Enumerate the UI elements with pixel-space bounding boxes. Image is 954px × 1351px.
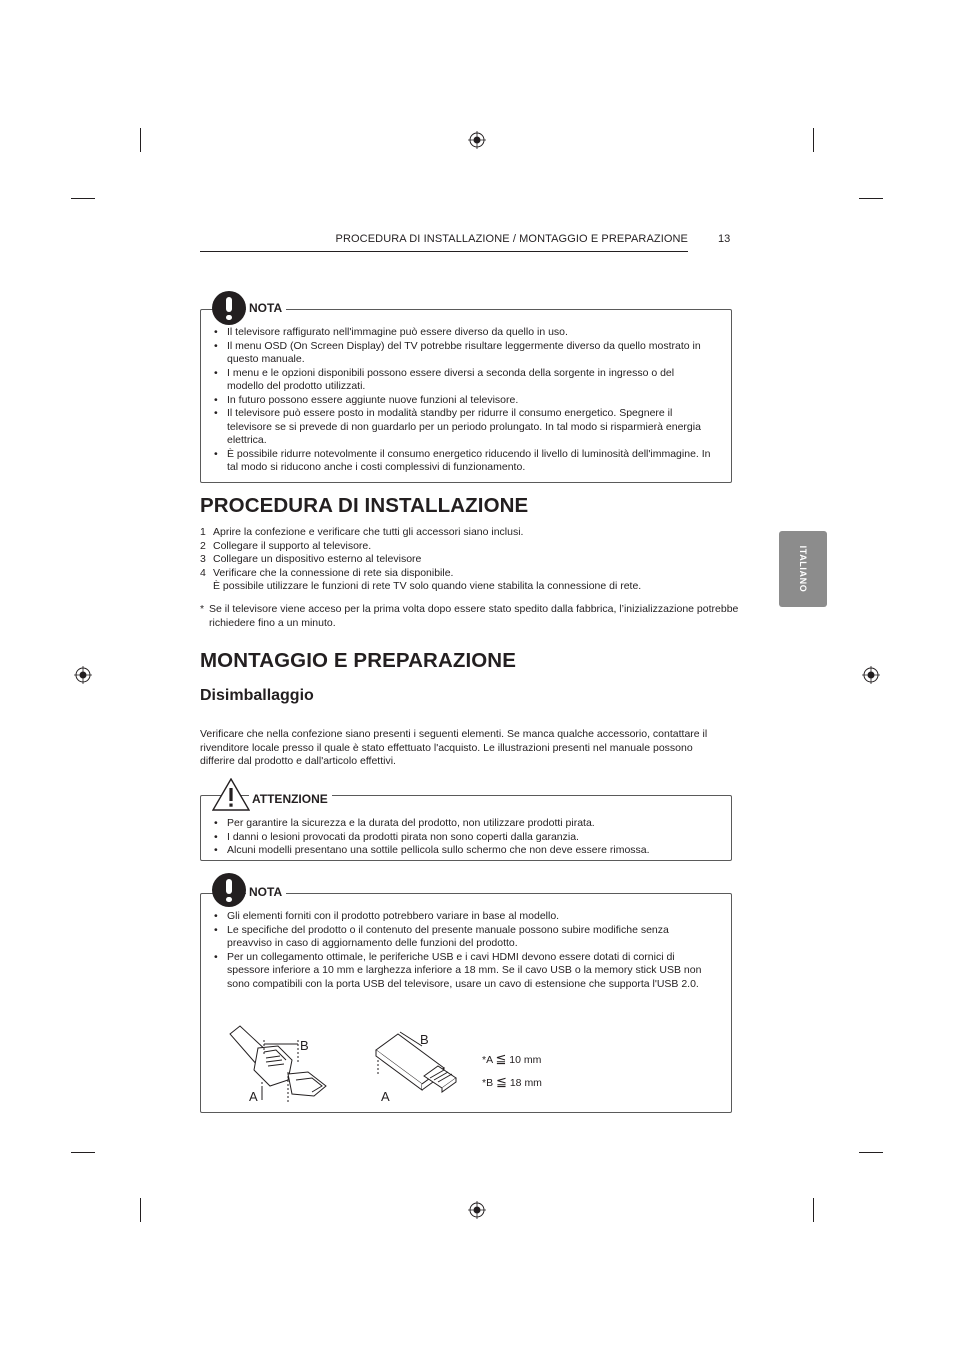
installation-steps bbox=[200, 526, 740, 594]
crop-mark bbox=[813, 128, 814, 152]
note-list bbox=[201, 326, 711, 475]
list-item: • Per un collegamento ottimale, le periferiche USB e i cavi HDMI devono essere dotati di cornici di spessore inferiore a 10 mm e larghezza inferiore a 18 mm. Se il cavo USB o la memory stick USB non sono compatibili con la porta USB del televisore, usare un cavo di estensione che supporta l'USB 2.0. bbox=[201, 951, 713, 992]
step-number: 1 bbox=[200, 526, 206, 538]
crop-mark bbox=[859, 1152, 883, 1153]
registration-mark-icon bbox=[468, 1201, 486, 1219]
step-number: 4 bbox=[200, 566, 206, 579]
dimension-label-b: B bbox=[420, 1032, 429, 1047]
list-item bbox=[200, 526, 740, 540]
section-title: PROCEDURA DI INSTALLAZIONE bbox=[200, 494, 529, 517]
registration-mark-icon bbox=[74, 666, 92, 684]
footnote-text: Se il televisore viene acceso per la prima volta dopo essere stato spedito dalla fabbrica, l’inizializzazione potrebbe richiedere fino a un minuto. bbox=[209, 603, 739, 629]
note-list bbox=[201, 910, 713, 991]
list-item: • Per garantire la sicurezza e la durata del prodotto, non utilizzare prodotti pirata. bbox=[201, 817, 721, 831]
note-exclamation-icon bbox=[212, 291, 246, 325]
list-item: • I danni o lesioni provocati da prodotti pirata non sono coperti dalla garanzia. bbox=[201, 831, 721, 845]
crop-mark bbox=[71, 1152, 95, 1153]
dimension-label-b: B bbox=[300, 1038, 309, 1053]
language-tab-label: ITALIANO bbox=[798, 545, 808, 593]
list-item: • Alcuni modelli presentano una sottile pellicola sullo schermo che non deve essere rimossa. bbox=[201, 844, 721, 858]
usb-cable-illustration bbox=[228, 1024, 338, 1108]
header-rule bbox=[200, 251, 688, 252]
list-item: • È possibile ridurre notevolmente il consumo energetico riducendo il livello di luminosità dell'immagine. In tal modo si riducono anche i costi complessivi di funzionamento. bbox=[201, 448, 711, 475]
note-label: NOTA bbox=[246, 301, 286, 315]
step-number: 2 bbox=[200, 539, 206, 552]
note-exclamation-icon bbox=[212, 873, 246, 907]
list-item bbox=[200, 567, 740, 594]
footnote bbox=[200, 603, 740, 630]
registration-mark-icon bbox=[862, 666, 880, 684]
list-item: • In futuro possono essere aggiunte nuove funzioni al televisore. bbox=[201, 394, 711, 408]
step-text: Verificare che la connessione di rete sia disponibile. bbox=[213, 566, 454, 579]
list-item: • Gli elementi forniti con il prodotto potrebbero variare in base al modello. bbox=[201, 910, 713, 924]
warning-triangle-icon bbox=[212, 778, 250, 811]
crop-mark bbox=[813, 1198, 814, 1222]
list-item: • Le specifiche del prodotto o il contenuto del presente manuale possono subire modifiche senza preavviso in caso di aggiornamento delle funzioni del prodotto. bbox=[201, 924, 713, 951]
less-equal-symbol: ≦ bbox=[495, 1051, 507, 1066]
crop-mark bbox=[71, 198, 95, 199]
list-item: • Il menu OSD (On Screen Display) del TV potrebbe risultare leggermente diverso da quello mostrato in questo manuale. bbox=[201, 340, 711, 367]
intro-paragraph: Verificare che nella confezione siano presenti i seguenti elementi. Se manca qualche accessorio, contattare il rivenditore locale presso il quale è stato effettuato l'acquisto. Le illustrazioni presenti nel manuale possono differire dal prodotto e dall'articolo effettivi. bbox=[200, 728, 708, 767]
footnote-star: * bbox=[200, 603, 205, 615]
dimension-spec-a: *A ≦ 10 mm bbox=[482, 1051, 542, 1066]
list-item: • Il televisore può essere posto in modalità standby per ridurre il consumo energetico. Spegnere il televisore se si prevede di non guardarlo per un periodo prolungato. In tal modo si risparmierà energia elettrica. bbox=[201, 407, 711, 448]
crop-mark bbox=[859, 198, 883, 199]
caution-label: ATTENZIONE bbox=[249, 792, 332, 806]
crop-mark bbox=[140, 1198, 141, 1222]
list-item: • Il televisore raffigurato nell'immagine può essere diverso da quello in uso. bbox=[201, 326, 711, 340]
page-number: 13 bbox=[718, 233, 731, 245]
crop-mark bbox=[140, 128, 141, 152]
step-number: 3 bbox=[200, 553, 206, 565]
step-extra-text: È possibile utilizzare le funzioni di rete TV solo quando viene stabilita la connessione di rete. bbox=[213, 580, 642, 592]
running-header: PROCEDURA DI INSTALLAZIONE / MONTAGGIO E PREPARAZIONE bbox=[335, 233, 688, 245]
list-item bbox=[200, 553, 740, 567]
step-text: Aprire la confezione e verificare che tutti gli accessori siano inclusi. bbox=[213, 526, 524, 538]
step-text: Collegare il supporto al televisore. bbox=[213, 539, 372, 552]
step-text: Collegare un dispositivo esterno al televisore bbox=[213, 553, 422, 565]
caution-list bbox=[201, 817, 721, 858]
registration-mark-icon bbox=[468, 131, 486, 149]
note-label: NOTA bbox=[246, 885, 286, 899]
list-item: • I menu e le opzioni disponibili possono essere diversi a seconda della sorgente in ingresso o del modello del prodotto utilizzati. bbox=[201, 367, 711, 394]
dimension-spec-b: *B ≦ 18 mm bbox=[482, 1074, 542, 1089]
list-item bbox=[200, 540, 740, 554]
less-equal-symbol: ≦ bbox=[496, 1074, 507, 1089]
dimension-label-a: A bbox=[381, 1089, 390, 1104]
section-title: MONTAGGIO E PREPARAZIONE bbox=[200, 649, 516, 672]
subsection-title: Disimballaggio bbox=[200, 687, 314, 704]
dimension-label-a: A bbox=[249, 1089, 258, 1104]
language-tab bbox=[779, 531, 827, 607]
